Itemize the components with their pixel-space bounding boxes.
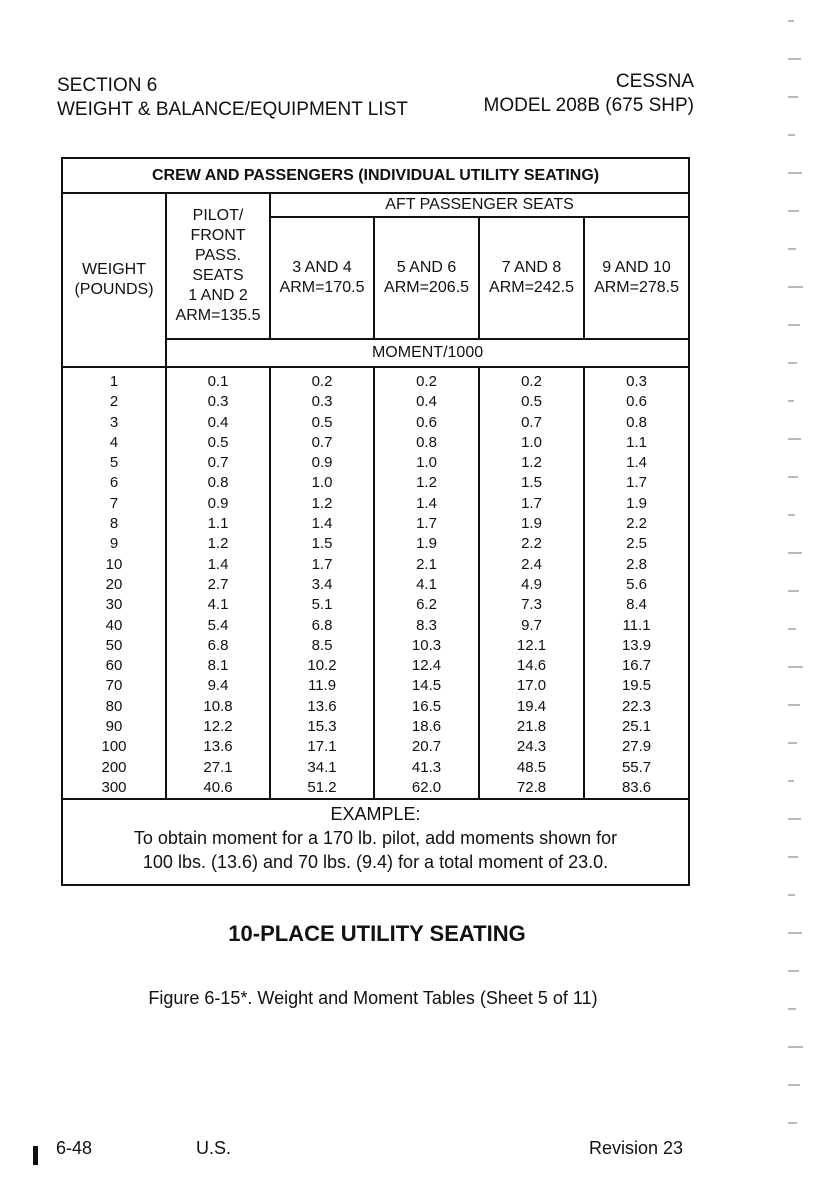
moment-value: 1.5 <box>521 474 542 492</box>
weight-value: 9 <box>109 535 119 553</box>
scan-mark <box>788 476 798 478</box>
moment-value: 4.1 <box>416 575 437 593</box>
pilot-header-line: 1 AND 2 <box>188 287 248 304</box>
moment-value: 8.4 <box>626 596 647 614</box>
seat-pair: 5 AND 6 <box>396 259 457 276</box>
moment-value: 5.4 <box>207 616 229 634</box>
scan-mark <box>788 324 800 326</box>
moment-value: 0.2 <box>416 373 437 390</box>
moment-value: 0.9 <box>311 454 333 472</box>
moment-value: 48.5 <box>516 758 547 776</box>
moment-value: 7.3 <box>521 596 542 614</box>
scan-mark <box>788 96 798 98</box>
moment-value: 0.5 <box>521 393 542 411</box>
aircraft-header <box>484 70 695 118</box>
moment-value: 6.8 <box>207 636 229 654</box>
aircraft-model: MODEL 208B (675 SHP) <box>483 95 694 116</box>
moment-value: 16.5 <box>411 697 442 715</box>
moment-value: 41.3 <box>411 758 442 776</box>
moment-value: 15.3 <box>307 718 337 736</box>
aft-column-header <box>584 217 689 339</box>
moment-value: 1.0 <box>311 474 333 492</box>
moment-column-pilot <box>166 367 270 799</box>
moment-value: 10.2 <box>307 657 337 675</box>
weight-value: 20 <box>105 575 123 593</box>
moment-value: 14.6 <box>516 657 547 675</box>
moment-value: 1.1 <box>207 515 229 533</box>
moment-value: 1.4 <box>416 494 437 512</box>
weight-header-line: WEIGHT <box>82 261 146 278</box>
scan-mark <box>788 210 799 212</box>
moment-value: 1.9 <box>626 494 647 512</box>
moment-value: 0.7 <box>311 433 333 451</box>
scan-mark <box>788 58 801 60</box>
moment-value: 0.1 <box>207 373 229 390</box>
moment-value: 4.9 <box>521 575 542 593</box>
scan-mark <box>788 932 802 934</box>
moment-value: 2.2 <box>626 515 647 533</box>
weight-value: 30 <box>105 596 123 614</box>
section-subtitle: WEIGHT & BALANCE/EQUIPMENT LIST <box>57 99 408 120</box>
weight-column <box>62 367 166 799</box>
weight-value: 80 <box>105 697 123 715</box>
moment-value: 0.2 <box>311 373 333 390</box>
moment-value: 0.4 <box>207 413 229 431</box>
page-number: 6-48 <box>56 1138 93 1158</box>
weight-header-line: (POUNDS) <box>74 281 154 298</box>
moment-value: 6.2 <box>416 596 437 614</box>
arm-value: ARM=170.5 <box>279 279 365 296</box>
weight-value: 8 <box>109 515 119 533</box>
moment-value: 19.4 <box>516 697 547 715</box>
pilot-header-line: FRONT <box>190 227 246 244</box>
brand-name: CESSNA <box>615 71 694 92</box>
scan-mark <box>788 1046 803 1048</box>
scan-mark <box>788 400 794 402</box>
moment-column-seats-3-4 <box>270 367 374 799</box>
scan-mark <box>788 704 800 706</box>
aft-column-header <box>479 217 584 339</box>
moment-value: 2.4 <box>521 555 542 573</box>
seat-pair: 9 AND 10 <box>602 259 671 276</box>
moment-value: 17.1 <box>307 738 337 756</box>
moment-value: 20.7 <box>411 738 442 756</box>
moment-value: 1.0 <box>521 433 542 451</box>
moment-value: 0.6 <box>416 413 437 431</box>
weight-value: 3 <box>109 413 119 431</box>
moment-value: 19.5 <box>621 677 652 695</box>
scan-mark <box>788 1084 800 1086</box>
weight-value: 10 <box>105 555 123 573</box>
scan-mark <box>788 552 802 554</box>
moment-value: 12.1 <box>516 636 547 654</box>
moment-value: 0.3 <box>626 373 647 390</box>
region-label: U.S. <box>196 1138 232 1158</box>
scan-mark <box>788 362 797 364</box>
example-line: 100 lbs. (13.6) and 70 lbs. (9.4) for a total moment of 23.0. <box>142 852 609 873</box>
seating-title: 10-PLACE UTILITY SEATING <box>228 921 526 946</box>
weight-value: 6 <box>109 474 119 492</box>
pilot-header <box>166 193 270 339</box>
scan-mark <box>788 514 795 516</box>
moment-value: 1.4 <box>311 515 333 533</box>
weight-value: 2 <box>109 393 119 411</box>
moment-value: 1.9 <box>416 535 437 553</box>
moment-value: 0.5 <box>207 433 229 451</box>
moment-value: 27.1 <box>203 758 233 776</box>
moment-value: 5.1 <box>311 596 333 614</box>
moment-value: 21.8 <box>516 718 547 736</box>
moment-value: 0.4 <box>416 393 437 411</box>
weight-value: 1 <box>109 373 119 390</box>
weight-value: 4 <box>109 433 119 451</box>
moment-value: 2.2 <box>521 535 542 553</box>
moment-value: 1.2 <box>311 494 333 512</box>
weight-value: 70 <box>105 677 123 695</box>
scan-mark <box>788 818 801 820</box>
moment-value: 13.6 <box>307 697 337 715</box>
moment-value: 62.0 <box>411 778 442 796</box>
moment-value: 0.5 <box>311 413 333 431</box>
moment-column-seats-7-8 <box>479 367 584 799</box>
moment-value: 8.1 <box>207 657 229 675</box>
arm-value: ARM=242.5 <box>489 279 574 296</box>
moment-value: 8.3 <box>416 616 437 634</box>
moment-value: 0.8 <box>416 433 437 451</box>
moment-value: 2.1 <box>416 555 437 573</box>
arm-value: ARM=278.5 <box>594 279 679 296</box>
scan-mark <box>788 1008 796 1010</box>
moment-value: 1.4 <box>207 555 229 573</box>
moment-value: 0.7 <box>521 413 542 431</box>
weight-value: 90 <box>105 718 123 736</box>
moment-value: 1.0 <box>416 454 437 472</box>
moment-value: 1.9 <box>521 515 542 533</box>
scan-mark <box>788 438 801 440</box>
moment-value: 51.2 <box>307 778 337 796</box>
arm-value: ARM=206.5 <box>384 279 469 296</box>
weight-value: 60 <box>105 657 123 675</box>
moment-value: 2.8 <box>626 555 647 573</box>
section-header <box>57 74 408 122</box>
scan-mark <box>788 780 794 782</box>
moment-value: 17.0 <box>516 677 547 695</box>
moment-value: 24.3 <box>516 738 547 756</box>
scan-mark <box>788 742 797 744</box>
moment-value: 55.7 <box>621 758 652 776</box>
moment-table <box>61 157 690 886</box>
weight-value: 50 <box>105 636 123 654</box>
pilot-header-line: PILOT/ <box>192 207 244 224</box>
moment-value: 1.1 <box>626 433 647 451</box>
weight-value: 200 <box>101 758 127 776</box>
moment-value: 0.2 <box>521 373 542 390</box>
figure-caption: Figure 6-15*. Weight and Moment Tables (Sheet 5 of 11) <box>148 988 598 1008</box>
seat-pair: 3 AND 4 <box>292 259 352 276</box>
moment-value: 10.8 <box>203 697 233 715</box>
revision-label: Revision 23 <box>589 1138 684 1158</box>
moment-value: 0.3 <box>311 393 333 411</box>
scan-mark <box>788 894 795 896</box>
section-number: SECTION 6 <box>57 75 158 96</box>
moment-value: 9.4 <box>207 677 229 695</box>
aft-seats-header: AFT PASSENGER SEATS <box>270 193 689 217</box>
scan-mark <box>788 1122 797 1124</box>
revision-change-bar <box>33 1146 38 1165</box>
moment-value: 0.8 <box>207 474 229 492</box>
aft-column-header <box>374 217 479 339</box>
moment-value: 83.6 <box>621 778 652 796</box>
moment-value: 0.7 <box>207 454 229 472</box>
seat-pair: 7 AND 8 <box>501 259 562 276</box>
scan-mark <box>788 628 796 630</box>
pilot-header-line: PASS. <box>195 247 241 264</box>
moment-header: MOMENT/1000 <box>166 339 689 367</box>
moment-value: 34.1 <box>307 758 337 776</box>
moment-value: 11.1 <box>622 616 651 634</box>
pilot-header-line: ARM=135.5 <box>175 307 261 324</box>
example-line: To obtain moment for a 170 lb. pilot, add moments shown for <box>133 828 618 849</box>
pilot-header-line: SEATS <box>192 267 244 284</box>
moment-value: 16.7 <box>621 657 652 675</box>
moment-value: 27.9 <box>621 738 652 756</box>
moment-column-seats-9-10 <box>584 367 689 799</box>
moment-value: 18.6 <box>411 718 442 736</box>
weight-value: 7 <box>109 494 119 512</box>
moment-value: 1.7 <box>626 474 647 492</box>
moment-value: 72.8 <box>516 778 547 796</box>
scan-mark <box>788 172 802 174</box>
moment-value: 3.4 <box>311 575 333 593</box>
moment-value: 11.9 <box>307 677 337 695</box>
moment-value: 9.7 <box>521 616 542 634</box>
weight-value: 300 <box>101 778 127 796</box>
moment-value: 12.2 <box>203 718 233 736</box>
moment-value: 14.5 <box>411 677 442 695</box>
scan-mark <box>788 134 795 136</box>
weight-header <box>62 193 166 367</box>
weight-value: 40 <box>105 616 123 634</box>
moment-value: 1.5 <box>311 535 333 553</box>
moment-value: 2.5 <box>626 535 647 553</box>
moment-value: 40.6 <box>203 778 233 796</box>
moment-value: 13.9 <box>621 636 652 654</box>
moment-value: 13.6 <box>203 738 233 756</box>
moment-value: 5.6 <box>626 575 647 593</box>
example-label: EXAMPLE: <box>330 804 421 825</box>
moment-value: 1.7 <box>311 555 333 573</box>
moment-value: 4.1 <box>207 596 229 614</box>
scan-mark <box>788 970 799 972</box>
moment-value: 12.4 <box>411 657 442 675</box>
moment-value: 2.7 <box>207 575 229 593</box>
moment-value: 0.9 <box>207 494 229 512</box>
moment-value: 1.7 <box>521 494 542 512</box>
moment-value: 1.2 <box>521 454 542 472</box>
table-title: CREW AND PASSENGERS (INDIVIDUAL UTILITY SEATING) <box>62 158 689 193</box>
scan-mark <box>788 286 803 288</box>
moment-value: 10.3 <box>411 636 442 654</box>
scan-mark <box>788 666 803 668</box>
moment-value: 1.2 <box>207 535 229 553</box>
scan-margin-marks <box>788 20 818 1170</box>
example-box <box>62 799 689 885</box>
weight-value: 5 <box>109 454 119 472</box>
moment-value: 0.8 <box>626 413 647 431</box>
moment-value: 8.5 <box>311 636 333 654</box>
moment-value: 1.2 <box>416 474 437 492</box>
moment-value: 1.4 <box>626 454 647 472</box>
scan-mark <box>788 856 798 858</box>
scan-mark <box>788 590 799 592</box>
moment-value: 25.1 <box>621 718 652 736</box>
aft-column-header <box>270 217 374 339</box>
moment-value: 6.8 <box>311 616 333 634</box>
moment-column-seats-5-6 <box>374 367 479 799</box>
scan-mark <box>788 20 794 22</box>
moment-value: 0.6 <box>626 393 647 411</box>
moment-value: 0.3 <box>207 393 229 411</box>
moment-value: 1.7 <box>416 515 437 533</box>
weight-value: 100 <box>101 738 127 756</box>
moment-value: 22.3 <box>621 697 652 715</box>
scan-mark <box>788 248 796 250</box>
